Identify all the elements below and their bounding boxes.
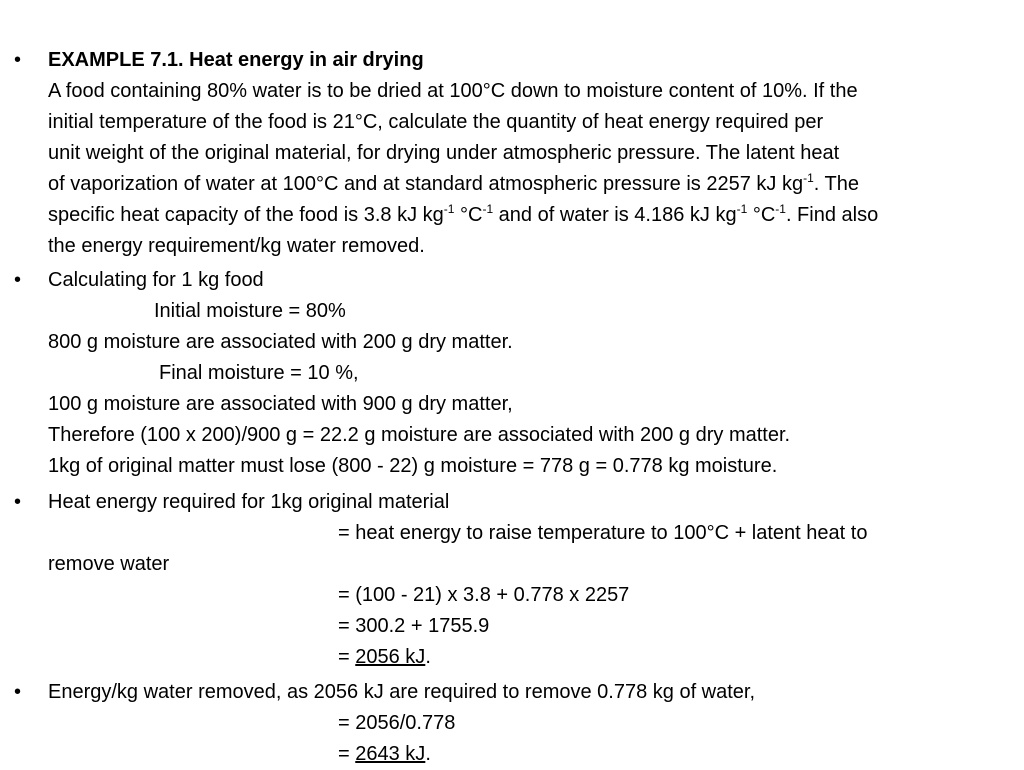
heat-line-5: = 300.2 + 1755.9 [338, 615, 490, 637]
bullet-calculation-moisture [14, 265, 1012, 482]
energy-line-1: Energy/kg water removed, as 2056 kJ are required to remove 0.778 kg of water, [48, 681, 756, 703]
bullet-dot: • [14, 681, 22, 703]
problem-line-1: A food containing 80% water is to be dried at 100°C down to moisture content of 10%. If the [48, 80, 858, 102]
heat-line-6-prefix: = [338, 646, 356, 668]
calc-line-3: 800 g moisture are associated with 200 g dry matter. [48, 331, 513, 353]
problem-line-3: unit weight of the original material, for drying under atmospheric pressure. The latent heat [48, 142, 840, 164]
calc-line-6: Therefore (100 x 200)/900 g = 22.2 g moisture are associated with 200 g dry matter. [48, 424, 791, 446]
problem-line-5 [48, 200, 1012, 231]
bullet-dot: • [14, 491, 22, 513]
energy-line-3-end: . [425, 743, 431, 765]
calc-line-4: Final moisture = 10 %, [159, 362, 359, 384]
calc-line-7: 1kg of original matter must lose (800 - 22) g moisture = 778 g = 0.778 kg moisture. [48, 455, 778, 477]
energy-line-2: = 2056/0.778 [338, 712, 456, 734]
heat-line-4: = (100 - 21) x 3.8 + 0.778 x 2257 [338, 584, 630, 606]
problem-line-5-text-b: °C [454, 204, 483, 226]
superscript: -1 [775, 202, 786, 216]
problem-line-5-text-d: °C [747, 204, 776, 226]
calc-line-2: Initial moisture = 80% [154, 300, 346, 322]
problem-line-6: the energy requirement/kg water removed. [48, 235, 425, 257]
heat-line-3: remove water [48, 553, 170, 575]
problem-line-4-end: . The [813, 173, 859, 195]
bullet-dot: • [14, 269, 22, 291]
energy-result-underlined: 2643 kJ [355, 743, 426, 765]
bullet-dot: • [14, 49, 22, 71]
calc-line-5: 100 g moisture are associated with 900 g dry matter, [48, 393, 513, 415]
energy-line-3 [48, 739, 1012, 770]
heat-line-6 [48, 642, 1012, 673]
problem-line-4 [48, 169, 1012, 200]
problem-line-5-text-e: . Find also [785, 204, 879, 226]
superscript: -1 [736, 202, 748, 216]
heat-result-underlined: 2056 kJ [355, 646, 426, 668]
bullet-energy-per-kg-water [14, 677, 1012, 770]
superscript: -1 [443, 202, 455, 216]
bullet-heat-energy [14, 487, 1012, 673]
problem-line-5-text-c: and of water is 4.186 kJ kg [493, 204, 737, 226]
example-title: EXAMPLE 7.1. Heat energy in air drying [48, 49, 424, 71]
problem-line-2: initial temperature of the food is 21°C, calculate the quantity of heat energy required per [48, 111, 824, 133]
heat-line-1: Heat energy required for 1kg original material [48, 491, 450, 513]
heat-line-6-end: . [425, 646, 431, 668]
superscript: -1 [482, 202, 494, 216]
heat-line-2: = heat energy to raise temperature to 100°C + latent heat to [338, 522, 868, 544]
problem-line-5-text-a: specific heat capacity of the food is 3.8 kJ kg [48, 204, 444, 226]
energy-line-3-prefix: = [338, 743, 356, 765]
superscript: -1 [803, 171, 814, 185]
bullet-example-statement [14, 45, 1012, 262]
calc-line-1: Calculating for 1 kg food [48, 269, 264, 291]
problem-line-4-text: of vaporization of water at 100°C and at standard atmospheric pressure is 2257 kJ kg [48, 173, 804, 195]
